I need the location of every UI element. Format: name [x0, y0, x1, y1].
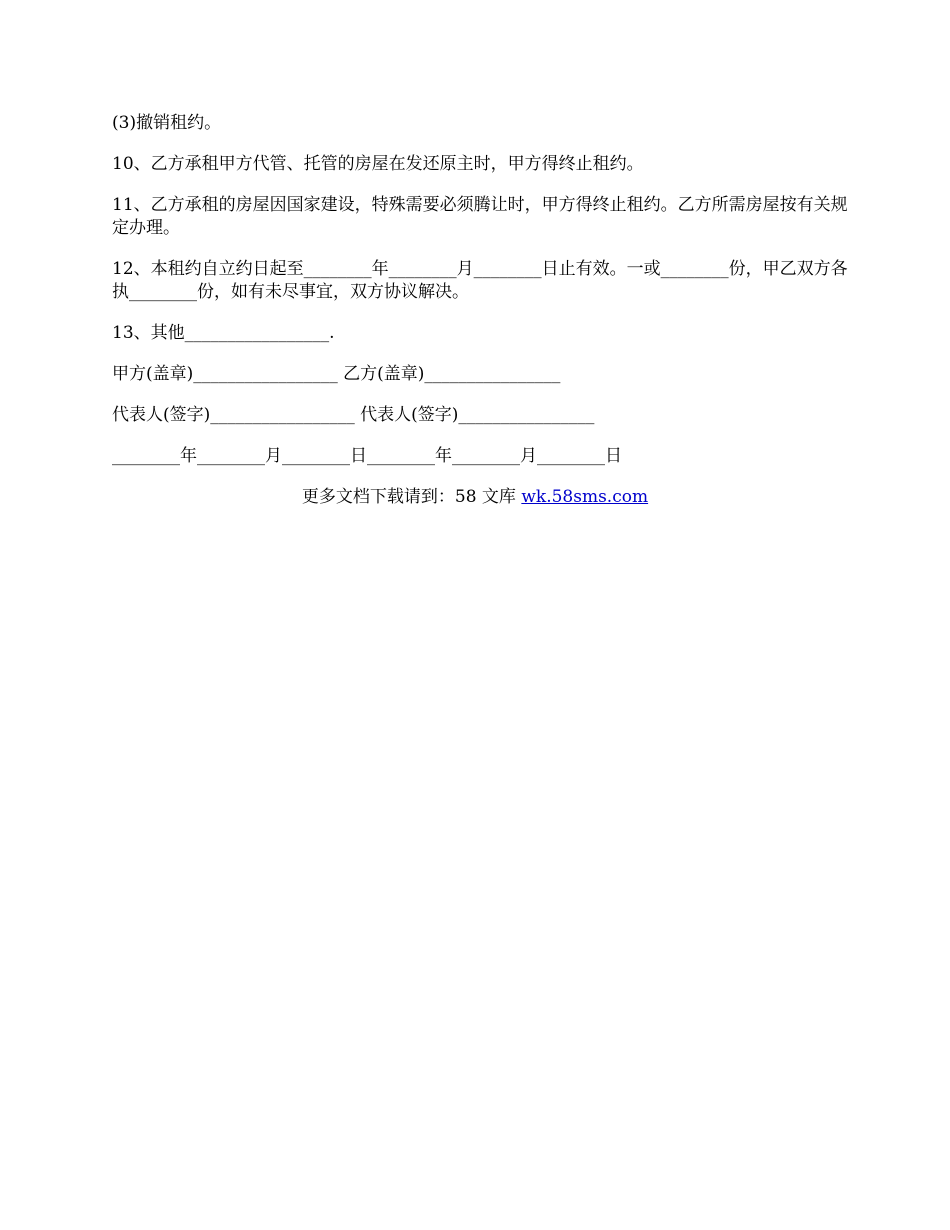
- footer-link[interactable]: wk.58sms.com: [521, 487, 649, 507]
- date-line: ________年________月________日________年________月________日: [112, 446, 622, 466]
- clause-13: 13、其他_________________.: [112, 323, 335, 343]
- footer-text: 更多文档下载请到：58 文库: [301, 487, 522, 507]
- clause-12: 12、本租约自立约日起至________年________月________日止有效。一或________份，甲乙双方各执________份，如有未尽事宜，双方协议解决。: [112, 259, 848, 302]
- clause-10: 10、乙方承租甲方代管、托管的房屋在发还原主时，甲方得终止租约。: [112, 154, 644, 174]
- party-seal-line: 甲方(盖章)_________________ 乙方(盖章)________________: [112, 364, 561, 384]
- representative-signature-line: 代表人(签字)_________________ 代表人(签字)________________: [112, 405, 595, 425]
- paragraph-revoke-lease: (3)撤销租约。: [112, 113, 222, 133]
- download-footer: [0, 486, 950, 509]
- document-body: [112, 112, 852, 486]
- clause-11: 11、乙方承租的房屋因国家建设，特殊需要必须腾让时，甲方得终止租约。乙方所需房屋按有关规定办理。: [112, 195, 848, 238]
